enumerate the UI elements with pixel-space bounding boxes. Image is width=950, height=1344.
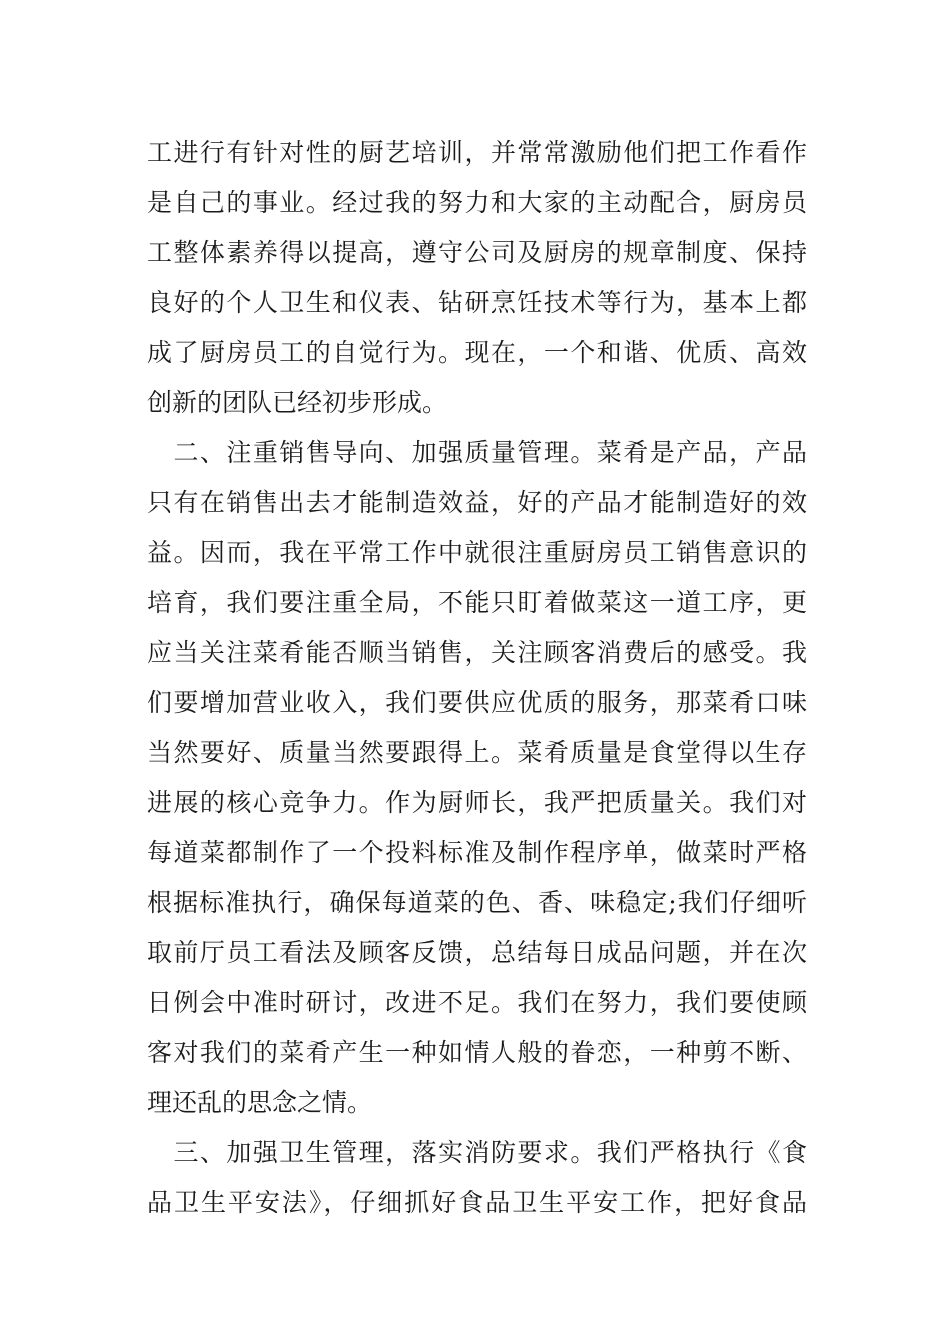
text-line: 根据标准执行，确保每道菜的色、香、味稳定;我们仔细听 <box>147 888 807 917</box>
text-line: 工进行有针对性的厨艺培训，并常常激励他们把工作看作 <box>147 138 807 167</box>
text-line: 创新的团队已经初步形成。 <box>147 388 448 417</box>
text-line: 益。因而，我在平常工作中就很注重厨房员工销售意识的 <box>147 538 807 567</box>
text-line: 是自己的事业。经过我的努力和大家的主动配合，厨房员 <box>147 188 807 217</box>
text-line: 日例会中准时研讨，改进不足。我们在努力，我们要使顾 <box>147 988 807 1017</box>
text-line: 三、加强卫生管理，落实消防要求。我们严格执行《食 <box>147 1138 807 1167</box>
text-line: 品卫生平安法》，仔细抓好食品卫生平安工作，把好食品 <box>147 1188 807 1217</box>
text-line: 每道菜都制作了一个投料标准及制作程序单，做菜时严格 <box>147 838 807 867</box>
text-line: 当然要好、质量当然要跟得上。菜肴质量是食堂得以生存 <box>147 738 807 767</box>
text-line: 只有在销售出去才能制造效益，好的产品才能制造好的效 <box>147 488 807 517</box>
text-line: 培育，我们要注重全局，不能只盯着做菜这一道工序，更 <box>147 588 807 617</box>
document-body <box>147 128 807 1228</box>
text-line: 客对我们的菜肴产生一种如情人般的眷恋，一种剪不断、 <box>147 1038 807 1067</box>
text-line: 理还乱的思念之情。 <box>147 1088 373 1117</box>
text-line: 工整体素养得以提高，遵守公司及厨房的规章制度、保持 <box>147 238 807 267</box>
text-line: 取前厅员工看法及顾客反馈，总结每日成品问题，并在次 <box>147 938 807 967</box>
text-line: 们要增加营业收入，我们要供应优质的服务，那菜肴口味 <box>147 688 807 717</box>
text-line: 成了厨房员工的自觉行为。现在，一个和谐、优质、高效 <box>147 338 807 367</box>
text-line: 二、注重销售导向、加强质量管理。菜肴是产品，产品 <box>147 438 807 467</box>
text-line: 进展的核心竞争力。作为厨师长，我严把质量关。我们对 <box>147 788 807 817</box>
text-line: 良好的个人卫生和仪表、钻研烹饪技术等行为，基本上都 <box>147 288 807 317</box>
text-line: 应当关注菜肴能否顺当销售，关注顾客消费后的感受。我 <box>147 638 807 667</box>
